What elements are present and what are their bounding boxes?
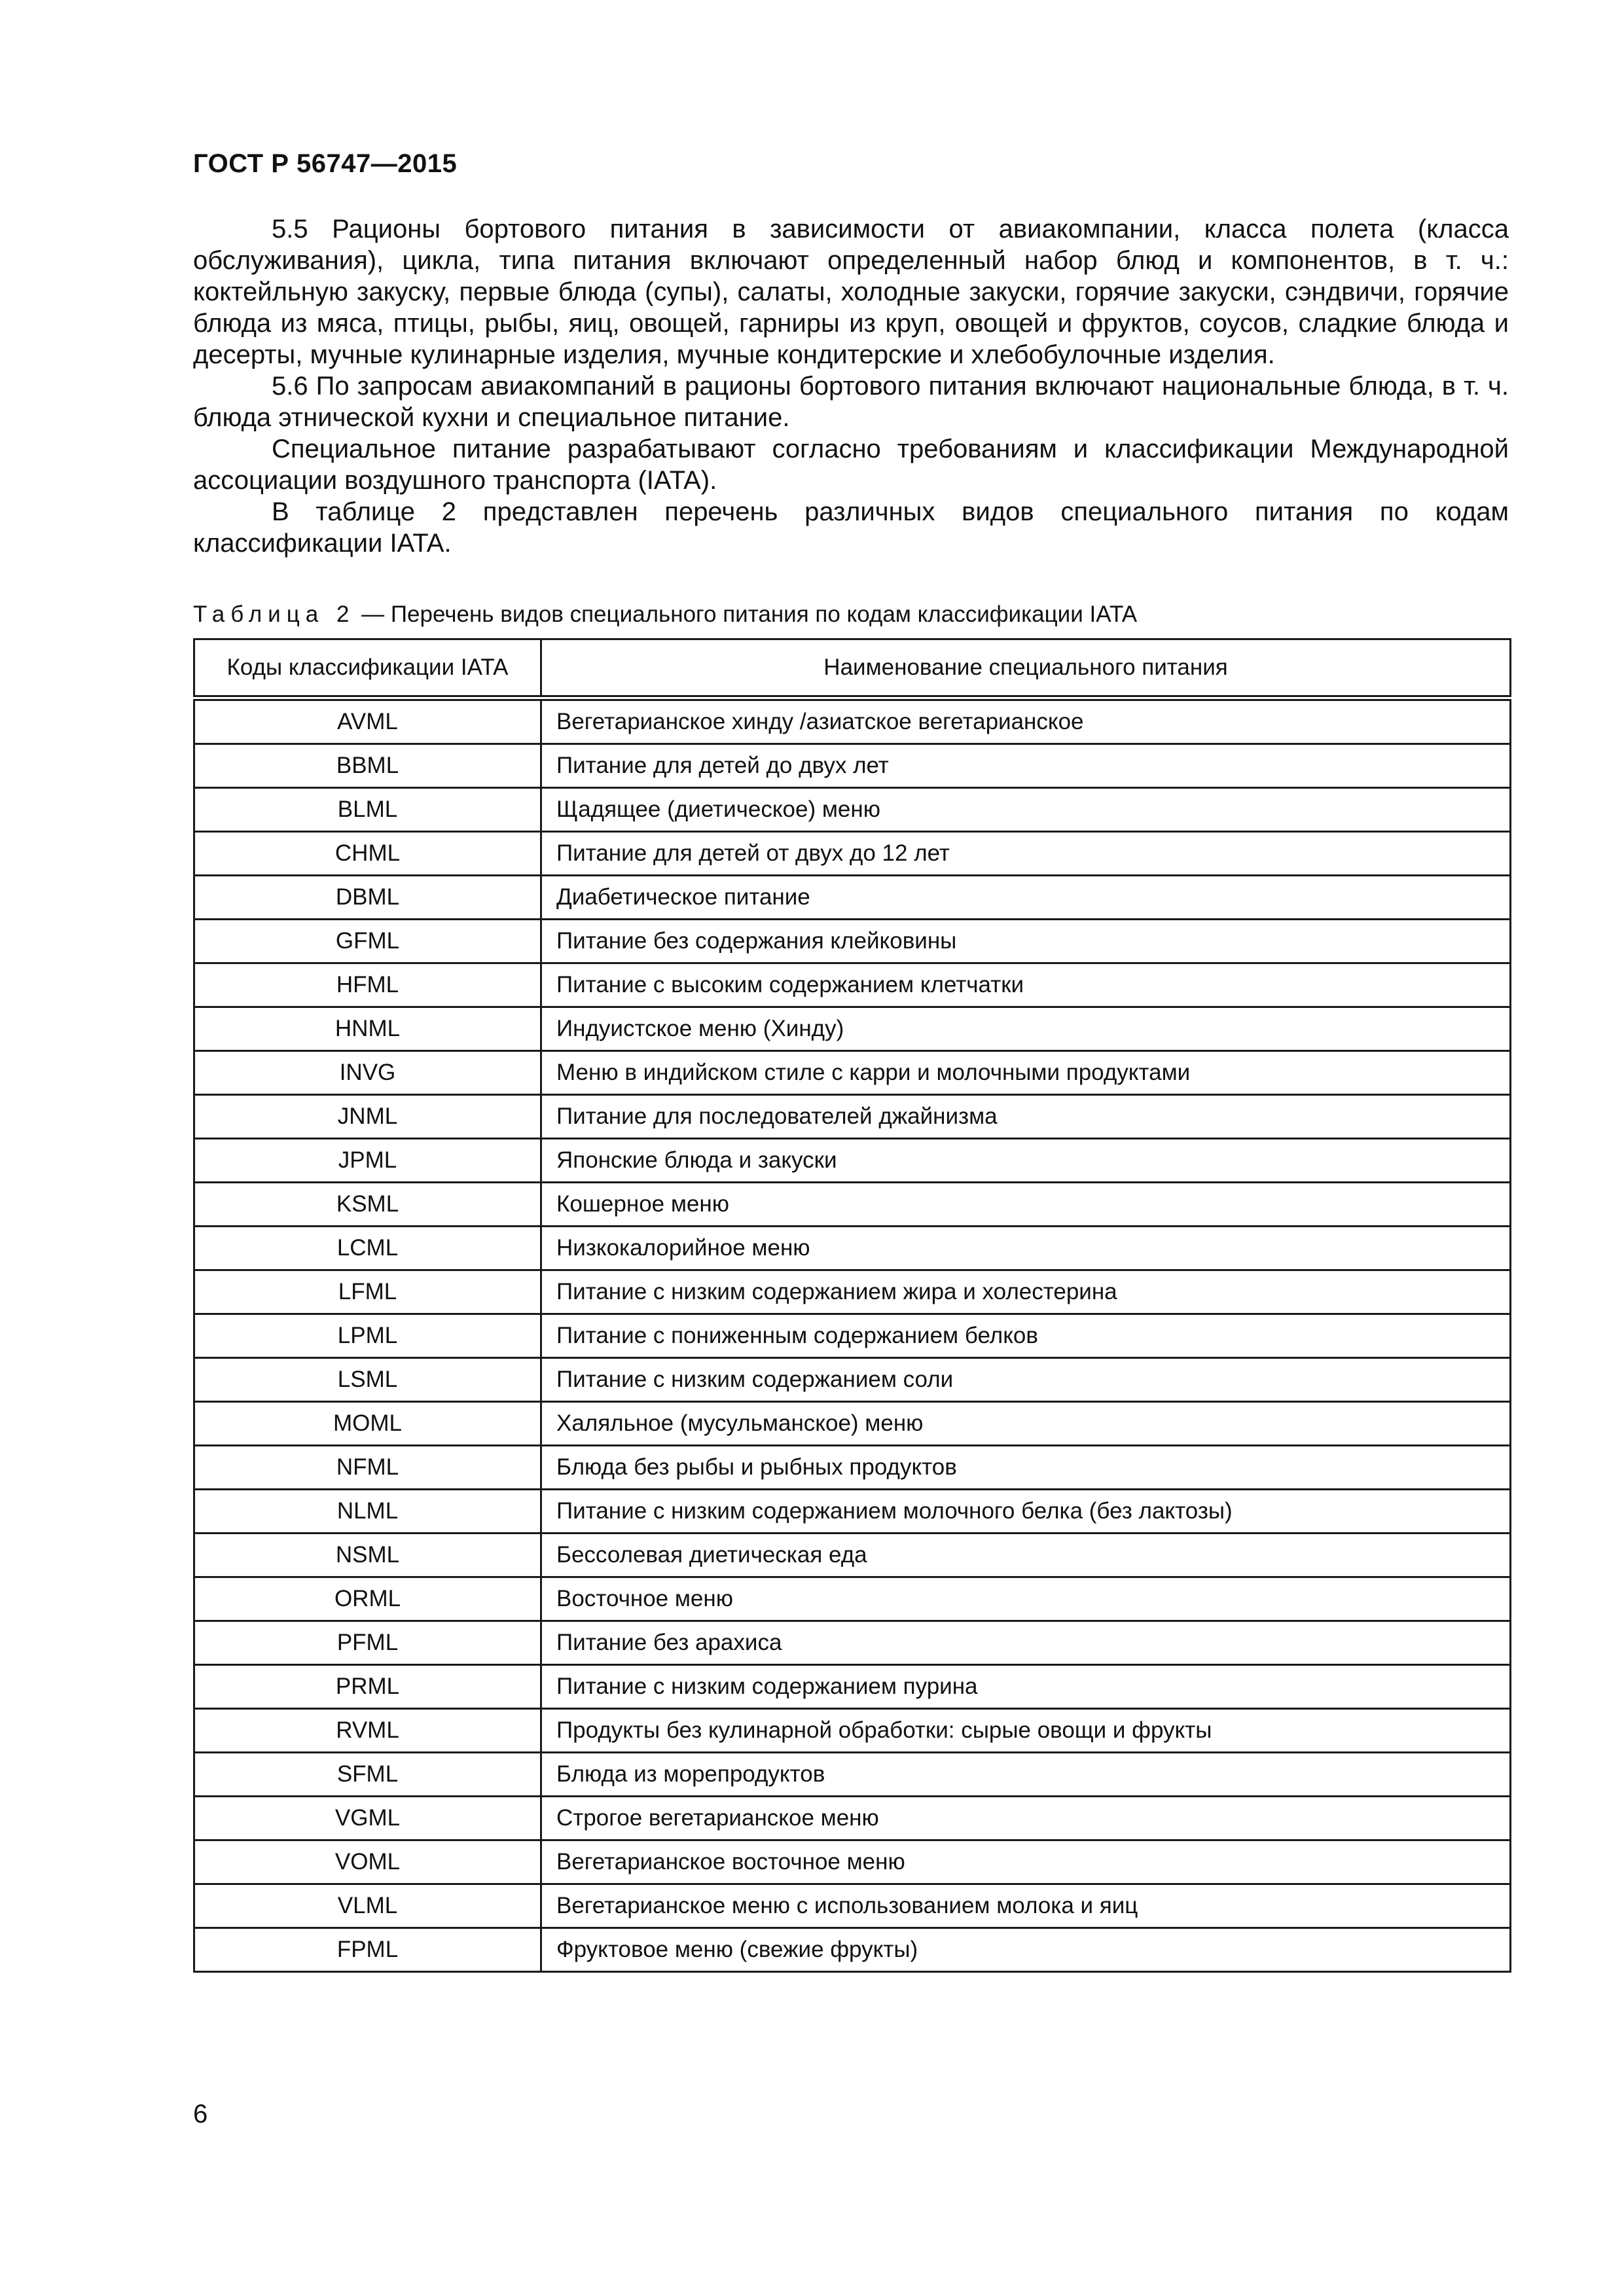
meal-name-cell: Питание для детей от двух до 12 лет <box>541 832 1511 876</box>
table-row <box>194 1358 1511 1402</box>
table-row <box>194 1840 1511 1884</box>
meal-name-cell: Питание для детей до двух лет <box>541 744 1511 788</box>
table-row <box>194 920 1511 963</box>
table-caption-text: — Перечень видов специального питания по кодам классификации IATA <box>355 601 1138 627</box>
iata-code-cell: JPML <box>194 1139 541 1183</box>
table-row <box>194 788 1511 832</box>
iata-code-cell: NSML <box>194 1534 541 1577</box>
iata-code-cell: VLML <box>194 1884 541 1928</box>
page-number: 6 <box>193 2100 208 2128</box>
meal-name-cell: Питание без содержания клейковины <box>541 920 1511 963</box>
meal-name-cell: Питание с пониженным содержанием белков <box>541 1314 1511 1358</box>
table-row <box>194 1621 1511 1665</box>
meal-name-cell: Питание с низким содержанием молочного белка (без лактозы) <box>541 1490 1511 1534</box>
table-row <box>194 1270 1511 1314</box>
table-row <box>194 1446 1511 1490</box>
table-caption-label: Таблица 2 <box>193 601 355 627</box>
iata-code-cell: NFML <box>194 1446 541 1490</box>
table-row <box>194 1709 1511 1753</box>
table-row <box>194 1051 1511 1095</box>
meal-name-cell: Продукты без кулинарной обработки: сырые овощи и фрукты <box>541 1709 1511 1753</box>
table-row <box>194 1928 1511 1972</box>
iata-code-cell: LFML <box>194 1270 541 1314</box>
table-row <box>194 1490 1511 1534</box>
table-row <box>194 1095 1511 1139</box>
meal-name-cell: Вегетарианское меню с использованием молока и яиц <box>541 1884 1511 1928</box>
paragraph-5-5: 5.5 Рационы бортового питания в зависимости от авиакомпании, класса полета (класса обслуживания), цикла, типа питания включают определенный набор блюд и компонентов, в т. ч.: коктейльную закуску, первые блюда (супы), салаты, холодные закуски, горячие закуски, сэндвичи, горячие блюда из мяса, птицы, рыбы, яиц, овощей, гарниры из круп, овощей и фруктов, соусов, сладкие блюда и десерты, мучные кулинарные изделия, мучные кондитерские и хлебобулочные изделия. <box>193 215 1509 369</box>
iata-code-cell: LCML <box>194 1227 541 1270</box>
iata-code-cell: HNML <box>194 1007 541 1051</box>
table-body <box>194 698 1511 1972</box>
iata-code-cell: VGML <box>194 1797 541 1840</box>
table-row <box>194 832 1511 876</box>
meal-name-cell: Низкокалорийное меню <box>541 1227 1511 1270</box>
meal-name-cell: Фруктовое меню (свежие фрукты) <box>541 1928 1511 1972</box>
meal-name-cell: Бессолевая диетическая еда <box>541 1534 1511 1577</box>
iata-codes-table <box>193 638 1511 1973</box>
meal-name-cell: Вегетарианское хинду /азиатское вегетарианское <box>541 698 1511 744</box>
paragraph-special-meals: Специальное питание разрабатывают согласно требованиям и классификации Международной ассоциации воздушного транспорта (IATA). <box>193 435 1509 495</box>
paragraph-5-6: 5.6 По запросам авиакомпаний в рационы бортового питания включают национальные блюда, в т. ч. блюда этнической кухни и специальное питание. <box>193 372 1509 432</box>
iata-code-cell: SFML <box>194 1753 541 1797</box>
iata-code-cell: FPML <box>194 1928 541 1972</box>
iata-code-cell: ORML <box>194 1577 541 1621</box>
meal-name-cell: Индуистское меню (Хинду) <box>541 1007 1511 1051</box>
iata-code-cell: AVML <box>194 698 541 744</box>
iata-code-cell: LSML <box>194 1358 541 1402</box>
meal-name-cell: Меню в индийском стиле с карри и молочными продуктами <box>541 1051 1511 1095</box>
iata-code-cell: GFML <box>194 920 541 963</box>
meal-name-cell: Халяльное (мусульманское) меню <box>541 1402 1511 1446</box>
table-row <box>194 744 1511 788</box>
meal-name-cell: Вегетарианское восточное меню <box>541 1840 1511 1884</box>
table-row <box>194 1665 1511 1709</box>
meal-name-cell: Строгое вегетарианское меню <box>541 1797 1511 1840</box>
iata-code-cell: RVML <box>194 1709 541 1753</box>
iata-code-cell: KSML <box>194 1183 541 1227</box>
meal-name-cell: Блюда без рыбы и рыбных продуктов <box>541 1446 1511 1490</box>
table-row <box>194 1183 1511 1227</box>
table-row <box>194 963 1511 1007</box>
meal-name-cell: Кошерное меню <box>541 1183 1511 1227</box>
table-row <box>194 1314 1511 1358</box>
table-row <box>194 1577 1511 1621</box>
iata-code-cell: BLML <box>194 788 541 832</box>
meal-name-cell: Диабетическое питание <box>541 876 1511 920</box>
iata-code-cell: BBML <box>194 744 541 788</box>
table-caption <box>193 601 1137 628</box>
iata-code-cell: INVG <box>194 1051 541 1095</box>
iata-code-cell: PFML <box>194 1621 541 1665</box>
iata-code-cell: LPML <box>194 1314 541 1358</box>
meal-name-cell: Японские блюда и закуски <box>541 1139 1511 1183</box>
iata-code-cell: MOML <box>194 1402 541 1446</box>
table-row <box>194 1797 1511 1840</box>
paragraph-table-intro: В таблице 2 представлен перечень различных видов специального питания по кодам классификации IATA. <box>193 497 1509 558</box>
table-row <box>194 1884 1511 1928</box>
table-row <box>194 1402 1511 1446</box>
column-header-code: Коды классификации IATA <box>194 639 541 698</box>
document-id-header: ГОСТ Р 56747—2015 <box>193 149 458 178</box>
meal-name-cell: Питание с низким содержанием жира и холестерина <box>541 1270 1511 1314</box>
body-text <box>193 213 1509 559</box>
table-row <box>194 876 1511 920</box>
table-row <box>194 1534 1511 1577</box>
table-row <box>194 1139 1511 1183</box>
table-header-row <box>194 639 1511 698</box>
iata-code-cell: HFML <box>194 963 541 1007</box>
meal-name-cell: Питание с высоким содержанием клетчатки <box>541 963 1511 1007</box>
iata-code-cell: DBML <box>194 876 541 920</box>
meal-name-cell: Питание для последователей джайнизма <box>541 1095 1511 1139</box>
table-row <box>194 1753 1511 1797</box>
meal-name-cell: Питание без арахиса <box>541 1621 1511 1665</box>
column-header-name: Наименование специального питания <box>541 639 1511 698</box>
table-row <box>194 698 1511 744</box>
meal-name-cell: Питание с низким содержанием соли <box>541 1358 1511 1402</box>
iata-code-cell: PRML <box>194 1665 541 1709</box>
iata-code-cell: JNML <box>194 1095 541 1139</box>
meal-name-cell: Щадящее (диетическое) меню <box>541 788 1511 832</box>
meal-name-cell: Блюда из морепродуктов <box>541 1753 1511 1797</box>
meal-name-cell: Восточное меню <box>541 1577 1511 1621</box>
iata-code-cell: VOML <box>194 1840 541 1884</box>
iata-code-cell: CHML <box>194 832 541 876</box>
table-row <box>194 1227 1511 1270</box>
table-row <box>194 1007 1511 1051</box>
iata-code-cell: NLML <box>194 1490 541 1534</box>
meal-name-cell: Питание с низким содержанием пурина <box>541 1665 1511 1709</box>
